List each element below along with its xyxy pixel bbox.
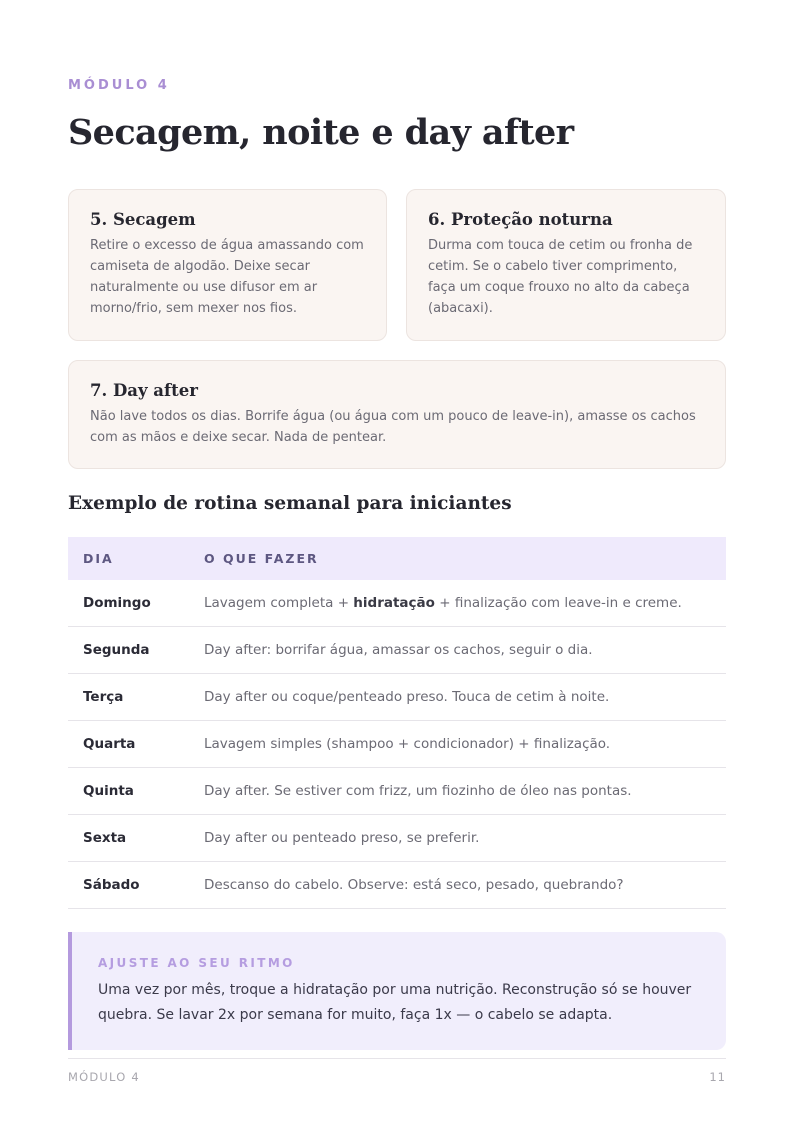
task-cell: Lavagem simples (shampoo + condicionador) + finalização. — [189, 721, 726, 768]
callout-label: AJUSTE AO SEU RITMO — [98, 956, 295, 970]
card-secagem — [68, 189, 387, 341]
table-row — [68, 815, 726, 862]
task-emphasis: hidratação — [353, 595, 435, 611]
footer-divider — [68, 1058, 726, 1059]
page-number: 11 — [709, 1070, 726, 1084]
task-cell: Day after ou coque/penteado preso. Touca de cetim à noite. — [189, 674, 726, 721]
card-body: Retire o excesso de água amassando com camiseta de algodão. Deixe secar naturalmente ou use difusor em ar morno/frio, sem mexer nos fios. — [90, 238, 364, 316]
day-cell: Segunda — [68, 627, 189, 674]
card-title: 7. Day after — [90, 381, 198, 400]
tip-callout — [68, 932, 726, 1050]
card-title: 5. Secagem — [90, 210, 196, 229]
table-row — [68, 580, 726, 627]
task-cell — [189, 580, 726, 627]
table-header-row — [68, 537, 726, 580]
column-header-dia: DIA — [68, 537, 189, 580]
task-cell: Descanso do cabelo. Observe: está seco, pesado, quebrando? — [189, 862, 726, 909]
task-cell: Day after: borrifar água, amassar os cachos, seguir o dia. — [189, 627, 726, 674]
table-row — [68, 627, 726, 674]
card-body: Durma com touca de cetim ou fronha de cetim. Se o cabelo tiver comprimento, faça um coque frouxo no alto da cabeça (abacaxi). — [428, 238, 693, 316]
day-cell: Quinta — [68, 768, 189, 815]
task-text: + finalização com leave-in e creme. — [434, 595, 682, 611]
callout-text: Uma vez por mês, troque a hidratação por uma nutrição. Reconstrução só se houver quebra. Se lavar 2x por semana for muito, faça 1x — o cabelo se adapta. — [98, 982, 692, 1023]
day-cell: Quarta — [68, 721, 189, 768]
table-row — [68, 721, 726, 768]
footer-module-label: MÓDULO 4 — [68, 1070, 140, 1084]
card-protecao-noturna — [406, 189, 726, 341]
table-row — [68, 674, 726, 721]
day-cell: Domingo — [68, 580, 189, 627]
routine-section-title: Exemplo de rotina semanal para iniciantes — [68, 493, 512, 514]
table-row — [68, 768, 726, 815]
weekly-routine-table — [68, 537, 726, 909]
task-cell: Day after. Se estiver com frizz, um fiozinho de óleo nas pontas. — [189, 768, 726, 815]
day-cell: Sábado — [68, 862, 189, 909]
module-eyebrow: MÓDULO 4 — [68, 78, 170, 93]
table-row — [68, 862, 726, 909]
day-cell: Sexta — [68, 815, 189, 862]
card-day-after — [68, 360, 726, 469]
task-text: Lavagem completa + — [204, 595, 354, 611]
column-header-o-que-fazer: O QUE FAZER — [189, 537, 726, 580]
task-cell: Day after ou penteado preso, se preferir. — [189, 815, 726, 862]
page-title: Secagem, noite e day after — [68, 112, 574, 153]
card-title: 6. Proteção noturna — [428, 210, 613, 229]
card-body: Não lave todos os dias. Borrife água (ou água com um pouco de leave-in), amasse os cachos com as mãos e deixe secar. Nada de pentear. — [90, 409, 696, 445]
day-cell: Terça — [68, 674, 189, 721]
